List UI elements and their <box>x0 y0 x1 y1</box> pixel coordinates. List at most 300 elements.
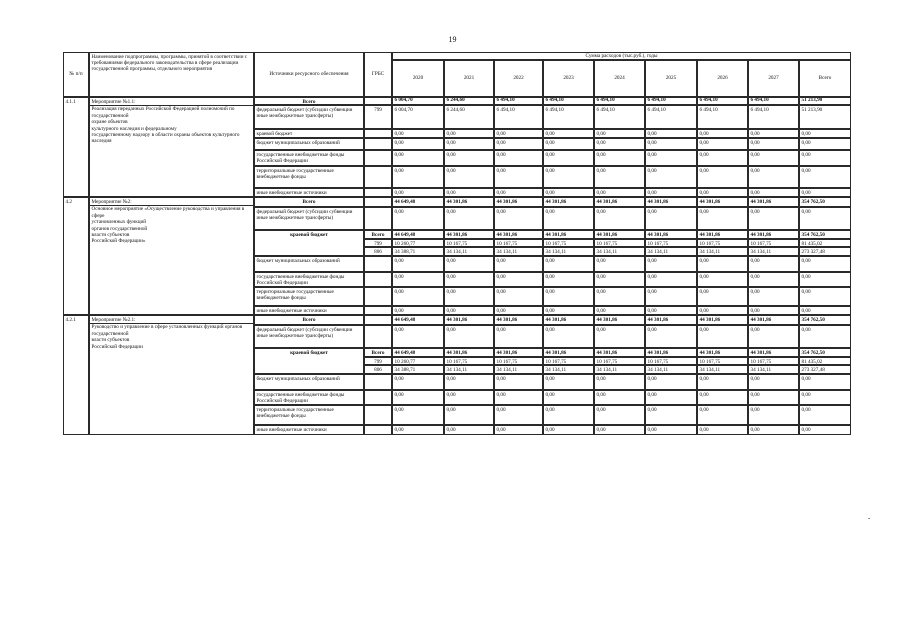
source-cell: государственные внебюджетные фонды Российской Федерации <box>254 390 364 405</box>
source-cell: Всего <box>254 97 364 105</box>
value-cell: 10 167,75 <box>697 239 748 247</box>
source-cell: краевой бюджет <box>254 129 364 138</box>
value-cell: 6 494,10 <box>748 97 799 105</box>
source-cell: иные внебюджетные источники <box>254 425 364 435</box>
grbs-cell <box>364 425 392 435</box>
value-cell: 0,00 <box>748 188 799 197</box>
block-name-line: Мероприятие №2: <box>90 199 253 206</box>
block-name-line: власти субъектов <box>91 337 130 344</box>
value-cell: 0,00 <box>494 325 543 348</box>
value-cell: 0,00 <box>697 405 748 425</box>
value-cell: 0,00 <box>799 374 851 390</box>
value-cell: 0,00 <box>748 138 799 150</box>
value-cell: 44 301,86 <box>645 197 697 207</box>
source-cell: бюджет муниципальных образований <box>254 374 364 390</box>
value-cell: 0,00 <box>799 188 851 197</box>
block-name-line: Российской Федерации» <box>91 238 146 245</box>
grbs-cell <box>364 97 392 105</box>
block-name-line: Мероприятие №2.1: <box>90 317 253 324</box>
value-cell: 0,00 <box>645 150 697 166</box>
value-cell: 0,00 <box>494 138 543 150</box>
value-cell: 0,00 <box>444 325 494 348</box>
source-cell: территориальные государственные внебюджетные фонды <box>254 405 364 425</box>
block-name-line: наследия <box>91 138 112 145</box>
value-cell: 0,00 <box>799 405 851 425</box>
value-cell: 0,00 <box>645 325 697 348</box>
value-cell: 0,00 <box>494 306 543 315</box>
value-cell: 44 301,86 <box>594 197 645 207</box>
value-cell: 0,00 <box>392 256 444 272</box>
source-cell: федеральный бюджет (субсидии субвенции иные межбюджетные трансферты) <box>254 207 364 230</box>
value-cell: 0,00 <box>697 306 748 315</box>
value-cell: 0,00 <box>543 256 594 272</box>
value-cell: 0,00 <box>392 390 444 405</box>
value-cell: 6 494,10 <box>594 105 645 129</box>
source-cell: территориальные государственные внебюджетные фонды <box>254 166 364 188</box>
header-year: 2026 <box>697 60 748 97</box>
value-cell: 0,00 <box>494 390 543 405</box>
value-cell: 0,00 <box>799 129 851 138</box>
value-cell: 34 134,11 <box>748 247 799 256</box>
value-cell: 354 762,50 <box>799 197 851 207</box>
value-cell: 44 301,86 <box>543 230 594 239</box>
value-cell: 44 649,48 <box>392 197 444 207</box>
value-cell: 0,00 <box>543 207 594 230</box>
value-cell: 6 244,60 <box>444 105 494 129</box>
value-cell: 0,00 <box>594 325 645 348</box>
value-cell: 0,00 <box>543 150 594 166</box>
block-name <box>89 197 254 315</box>
value-cell: 0,00 <box>594 272 645 287</box>
value-cell: 34 134,11 <box>543 247 594 256</box>
value-cell: 0,00 <box>392 425 444 435</box>
block-number: 4.2.1 <box>63 315 89 435</box>
value-cell: 34 134,11 <box>748 365 799 374</box>
value-cell: 34 134,11 <box>494 247 543 256</box>
value-cell: 0,00 <box>799 287 851 306</box>
value-cell: 0,00 <box>444 287 494 306</box>
value-cell: 44 301,86 <box>444 348 494 357</box>
header-year: Всего <box>799 60 851 97</box>
value-cell: 0,00 <box>645 188 697 197</box>
value-cell: 6 004,70 <box>392 97 444 105</box>
value-cell: 0,00 <box>697 188 748 197</box>
value-cell: 0,00 <box>697 256 748 272</box>
value-cell: 0,00 <box>543 374 594 390</box>
block-name-line: органов государственной <box>91 225 148 232</box>
value-cell: 0,00 <box>444 207 494 230</box>
header-name: Наименование подпрограммы, программы, принятой в соответствии с требованиями федерального законодательства в сфере реализации государственной программы, отдельного мероприятия <box>89 52 254 97</box>
value-cell: 10 167,75 <box>444 239 494 247</box>
value-cell: 0,00 <box>645 166 697 188</box>
value-cell: 0,00 <box>799 150 851 166</box>
value-cell: 0,00 <box>748 325 799 348</box>
value-cell: 34 134,11 <box>543 365 594 374</box>
value-cell: 44 301,86 <box>494 348 543 357</box>
value-cell: 0,00 <box>543 166 594 188</box>
grbs-cell <box>364 256 392 272</box>
value-cell: 44 301,86 <box>748 197 799 207</box>
block-name <box>89 315 254 435</box>
block-number: 4.2 <box>63 197 89 315</box>
value-cell: 6 494,10 <box>697 105 748 129</box>
value-cell: 6 494,10 <box>543 97 594 105</box>
value-cell: 0,00 <box>645 138 697 150</box>
value-cell: 0,00 <box>645 374 697 390</box>
grbs-cell: 806 <box>364 365 392 374</box>
value-cell: 0,00 <box>697 207 748 230</box>
grbs-cell: Всего <box>364 348 392 357</box>
value-cell: 6 494,10 <box>543 105 594 129</box>
value-cell: 0,00 <box>748 287 799 306</box>
block-name-line: Мероприятие №1.1: <box>90 99 253 106</box>
value-cell: 10 167,75 <box>494 357 543 365</box>
value-cell: 44 301,86 <box>645 315 697 325</box>
value-cell: 0,00 <box>594 166 645 188</box>
header-year: 2027 <box>748 60 799 97</box>
grbs-cell <box>364 129 392 138</box>
block-name <box>89 97 254 197</box>
source-cell: федеральный бюджет (субсидии субвенции иные межбюджетные трансферты) <box>254 105 364 129</box>
value-cell: 0,00 <box>645 129 697 138</box>
value-cell: 10 167,75 <box>543 357 594 365</box>
value-cell: 354 762,50 <box>799 315 851 325</box>
value-cell: 0,00 <box>392 405 444 425</box>
value-cell: 0,00 <box>594 129 645 138</box>
value-cell: 0,00 <box>697 425 748 435</box>
grbs-cell <box>364 272 392 287</box>
value-cell: 0,00 <box>748 306 799 315</box>
value-cell: 34 134,11 <box>697 247 748 256</box>
grbs-cell <box>364 405 392 425</box>
value-cell: 0,00 <box>444 374 494 390</box>
value-cell: 0,00 <box>697 390 748 405</box>
value-cell: 0,00 <box>594 138 645 150</box>
block-name-line: культурного наследия и федеральному <box>91 125 177 132</box>
value-cell: 6 494,10 <box>645 105 697 129</box>
value-cell: 44 301,86 <box>594 348 645 357</box>
grbs-cell: 799 <box>364 239 392 247</box>
value-cell: 34 388,71 <box>392 365 444 374</box>
value-cell: 0,00 <box>444 425 494 435</box>
value-cell: 10 167,75 <box>697 357 748 365</box>
source-cell: федеральный бюджет (субсидии субвенции иные межбюджетные трансферты) <box>254 325 364 348</box>
value-cell: 34 134,11 <box>594 365 645 374</box>
value-cell: 10 167,75 <box>645 357 697 365</box>
value-cell: 0,00 <box>594 150 645 166</box>
value-cell: 0,00 <box>543 405 594 425</box>
value-cell: 6 494,10 <box>594 97 645 105</box>
value-cell: 51 213,90 <box>799 97 851 105</box>
value-cell: 0,00 <box>392 207 444 230</box>
value-cell: 0,00 <box>392 166 444 188</box>
value-cell: 0,00 <box>748 207 799 230</box>
value-cell: 0,00 <box>645 287 697 306</box>
value-cell: 0,00 <box>799 306 851 315</box>
header-sum: Сумма расходов (тыс.руб.), годы <box>392 52 851 60</box>
value-cell: 34 388,71 <box>392 247 444 256</box>
grbs-cell: Всего <box>364 230 392 239</box>
value-cell: 44 649,48 <box>392 230 444 239</box>
block-name-line: установленных функций <box>91 219 147 226</box>
header-sources: Источники ресурсного обеспечения <box>254 52 364 97</box>
value-cell: 0,00 <box>697 287 748 306</box>
value-cell: 6 494,10 <box>697 97 748 105</box>
value-cell: 0,00 <box>543 129 594 138</box>
value-cell: 0,00 <box>594 425 645 435</box>
value-cell: 0,00 <box>392 325 444 348</box>
value-cell: 44 301,86 <box>748 230 799 239</box>
value-cell: 0,00 <box>494 166 543 188</box>
block-name-line: Руководство и управление в сфере установленных функций органов государственной <box>91 324 243 337</box>
value-cell: 34 134,11 <box>697 365 748 374</box>
value-cell: 34 134,11 <box>444 247 494 256</box>
grbs-cell <box>364 390 392 405</box>
value-cell: 0,00 <box>392 129 444 138</box>
header-year: 2022 <box>494 60 543 97</box>
value-cell: 44 649,48 <box>392 348 444 357</box>
value-cell: 0,00 <box>494 287 543 306</box>
value-cell: 0,00 <box>543 188 594 197</box>
value-cell: 44 301,86 <box>697 197 748 207</box>
value-cell: 0,00 <box>444 256 494 272</box>
value-cell: 0,00 <box>645 272 697 287</box>
value-cell: 0,00 <box>543 425 594 435</box>
value-cell: 0,00 <box>444 129 494 138</box>
value-cell: 0,00 <box>392 272 444 287</box>
grbs-cell: 799 <box>364 105 392 129</box>
value-cell: 0,00 <box>543 287 594 306</box>
block-name-line: Основное мероприятие «Осуществление руководства и управления в сфере <box>91 206 245 219</box>
value-cell: 0,00 <box>697 129 748 138</box>
value-cell: 0,00 <box>392 138 444 150</box>
value-cell: 0,00 <box>494 129 543 138</box>
value-cell: 10 167,75 <box>444 357 494 365</box>
value-cell: 354 762,50 <box>799 348 851 357</box>
value-cell: 44 301,86 <box>748 348 799 357</box>
grbs-cell <box>364 207 392 230</box>
value-cell: 10 167,75 <box>748 239 799 247</box>
header-year: 2025 <box>645 60 697 97</box>
value-cell: 0,00 <box>392 374 444 390</box>
value-cell: 44 301,86 <box>543 348 594 357</box>
source-cell: территориальные государственные внебюджетные фонды <box>254 287 364 306</box>
value-cell: 44 301,86 <box>697 348 748 357</box>
grbs-cell <box>364 374 392 390</box>
value-cell: 10 167,75 <box>748 357 799 365</box>
value-cell: 0,00 <box>799 425 851 435</box>
header-num: № п/п <box>63 52 89 97</box>
value-cell: 0,00 <box>748 425 799 435</box>
value-cell: 0,00 <box>594 188 645 197</box>
value-cell: 44 301,86 <box>444 197 494 207</box>
source-cell: бюджет муниципальных образований <box>254 256 364 272</box>
value-cell: 0,00 <box>494 256 543 272</box>
value-cell: 0,00 <box>697 138 748 150</box>
grbs-cell <box>364 197 392 207</box>
source-cell: государственные внебюджетные фонды Российской Федерации <box>254 272 364 287</box>
value-cell: 0,00 <box>799 325 851 348</box>
value-cell: 6 244,60 <box>444 97 494 105</box>
value-cell: 6 494,10 <box>494 105 543 129</box>
value-cell: 0,00 <box>543 272 594 287</box>
value-cell: 0,00 <box>594 390 645 405</box>
value-cell: 273 327,48 <box>799 365 851 374</box>
value-cell: 0,00 <box>594 405 645 425</box>
value-cell: 44 301,86 <box>543 197 594 207</box>
value-cell: 0,00 <box>697 150 748 166</box>
value-cell: 10 260,77 <box>392 357 444 365</box>
value-cell: 44 301,86 <box>697 230 748 239</box>
value-cell: 6 004,70 <box>392 105 444 129</box>
value-cell: 44 301,86 <box>444 230 494 239</box>
value-cell: 44 301,86 <box>748 315 799 325</box>
value-cell: 34 134,11 <box>645 247 697 256</box>
grbs-cell <box>364 287 392 306</box>
grbs-cell: 806 <box>364 247 392 256</box>
value-cell: 0,00 <box>645 207 697 230</box>
value-cell: 0,00 <box>494 150 543 166</box>
value-cell: 0,00 <box>748 390 799 405</box>
value-cell: 44 301,86 <box>645 230 697 239</box>
value-cell: 10 260,77 <box>392 239 444 247</box>
grbs-cell <box>364 138 392 150</box>
value-cell: 44 301,86 <box>494 197 543 207</box>
value-cell: 0,00 <box>594 256 645 272</box>
value-cell: 0,00 <box>543 306 594 315</box>
value-cell: 0,00 <box>748 405 799 425</box>
value-cell: 44 301,86 <box>494 315 543 325</box>
source-cell: краевой бюджет <box>254 230 364 256</box>
value-cell: 34 134,11 <box>494 365 543 374</box>
value-cell: 51 213,90 <box>799 105 851 129</box>
value-cell: 0,00 <box>799 138 851 150</box>
value-cell: 0,00 <box>645 306 697 315</box>
header-year: 2020 <box>392 60 444 97</box>
source-cell: краевой бюджет <box>254 348 364 374</box>
value-cell: 34 134,11 <box>594 247 645 256</box>
grbs-cell <box>364 166 392 188</box>
value-cell: 0,00 <box>444 272 494 287</box>
block-name-line: государственному надзору в области охраны объектов культурного <box>91 132 240 139</box>
value-cell: 44 301,86 <box>494 230 543 239</box>
value-cell: 0,00 <box>494 405 543 425</box>
value-cell: 6 494,10 <box>494 97 543 105</box>
header-year: 2021 <box>444 60 494 97</box>
value-cell: 10 167,75 <box>645 239 697 247</box>
value-cell: 0,00 <box>697 166 748 188</box>
value-cell: 0,00 <box>645 390 697 405</box>
value-cell: 6 494,10 <box>645 97 697 105</box>
value-cell: 0,00 <box>494 374 543 390</box>
header-grbs: ГРБС <box>364 52 392 97</box>
value-cell: 354 762,50 <box>799 230 851 239</box>
grbs-cell <box>364 325 392 348</box>
value-cell: 44 301,86 <box>594 230 645 239</box>
value-cell: 0,00 <box>392 287 444 306</box>
value-cell: 81 435,02 <box>799 357 851 365</box>
value-cell: 44 649,48 <box>392 315 444 325</box>
value-cell: 0,00 <box>494 425 543 435</box>
value-cell: 34 134,11 <box>645 365 697 374</box>
value-cell: 0,00 <box>748 272 799 287</box>
value-cell: 0,00 <box>748 150 799 166</box>
source-cell: иные внебюджетные источники <box>254 306 364 315</box>
value-cell: 0,00 <box>697 374 748 390</box>
value-cell: 81 435,02 <box>799 239 851 247</box>
value-cell: 0,00 <box>444 306 494 315</box>
value-cell: 0,00 <box>645 405 697 425</box>
value-cell: 0,00 <box>444 150 494 166</box>
value-cell: 0,00 <box>494 188 543 197</box>
grbs-cell: 799 <box>364 357 392 365</box>
block-name-line: власти субъектов <box>91 232 130 239</box>
value-cell: 0,00 <box>799 390 851 405</box>
value-cell: 0,00 <box>748 129 799 138</box>
value-cell: 6 494,10 <box>748 105 799 129</box>
value-cell: 44 301,86 <box>543 315 594 325</box>
value-cell: 0,00 <box>799 272 851 287</box>
value-cell: 0,00 <box>392 306 444 315</box>
grbs-cell <box>364 315 392 325</box>
value-cell: 0,00 <box>444 390 494 405</box>
value-cell: 0,00 <box>444 188 494 197</box>
value-cell: 44 301,86 <box>645 348 697 357</box>
value-cell: 0,00 <box>799 256 851 272</box>
source-cell: бюджет муниципальных образований <box>254 138 364 150</box>
value-cell: 44 301,86 <box>697 315 748 325</box>
grbs-cell <box>364 188 392 197</box>
value-cell: 0,00 <box>444 138 494 150</box>
header-year: 2023 <box>543 60 594 97</box>
source-cell: Всего <box>254 197 364 207</box>
stray-mark: - <box>868 514 871 522</box>
value-cell: 0,00 <box>594 306 645 315</box>
value-cell: 34 134,11 <box>444 365 494 374</box>
source-cell: Всего <box>254 315 364 325</box>
value-cell: 0,00 <box>594 374 645 390</box>
source-cell: иные внебюджетные источники <box>254 188 364 197</box>
value-cell: 0,00 <box>543 325 594 348</box>
value-cell: 0,00 <box>594 207 645 230</box>
value-cell: 0,00 <box>799 207 851 230</box>
value-cell: 273 327,48 <box>799 247 851 256</box>
source-cell: государственные внебюджетные фонды Российской Федерации <box>254 150 364 166</box>
block-name-line: Реализация переданных Российской Федерацией полномочий по государственной <box>91 106 235 119</box>
value-cell: 10 167,75 <box>543 239 594 247</box>
value-cell: 0,00 <box>748 374 799 390</box>
block-name-line: охране объектов <box>91 119 128 126</box>
value-cell: 44 301,86 <box>594 315 645 325</box>
value-cell: 0,00 <box>697 272 748 287</box>
block-name-line: Российской Федерации <box>91 343 143 350</box>
value-cell: 0,00 <box>392 188 444 197</box>
grbs-cell <box>364 150 392 166</box>
grbs-cell <box>364 306 392 315</box>
value-cell: 0,00 <box>392 150 444 166</box>
value-cell: 0,00 <box>543 138 594 150</box>
header-year: 2024 <box>594 60 645 97</box>
value-cell: 10 167,75 <box>494 239 543 247</box>
page-number: 19 <box>448 35 457 44</box>
value-cell: 0,00 <box>494 272 543 287</box>
value-cell: 0,00 <box>594 287 645 306</box>
value-cell: 0,00 <box>748 166 799 188</box>
value-cell: 0,00 <box>444 405 494 425</box>
value-cell: 0,00 <box>799 166 851 188</box>
value-cell: 44 301,86 <box>444 315 494 325</box>
value-cell: 10 167,75 <box>594 239 645 247</box>
